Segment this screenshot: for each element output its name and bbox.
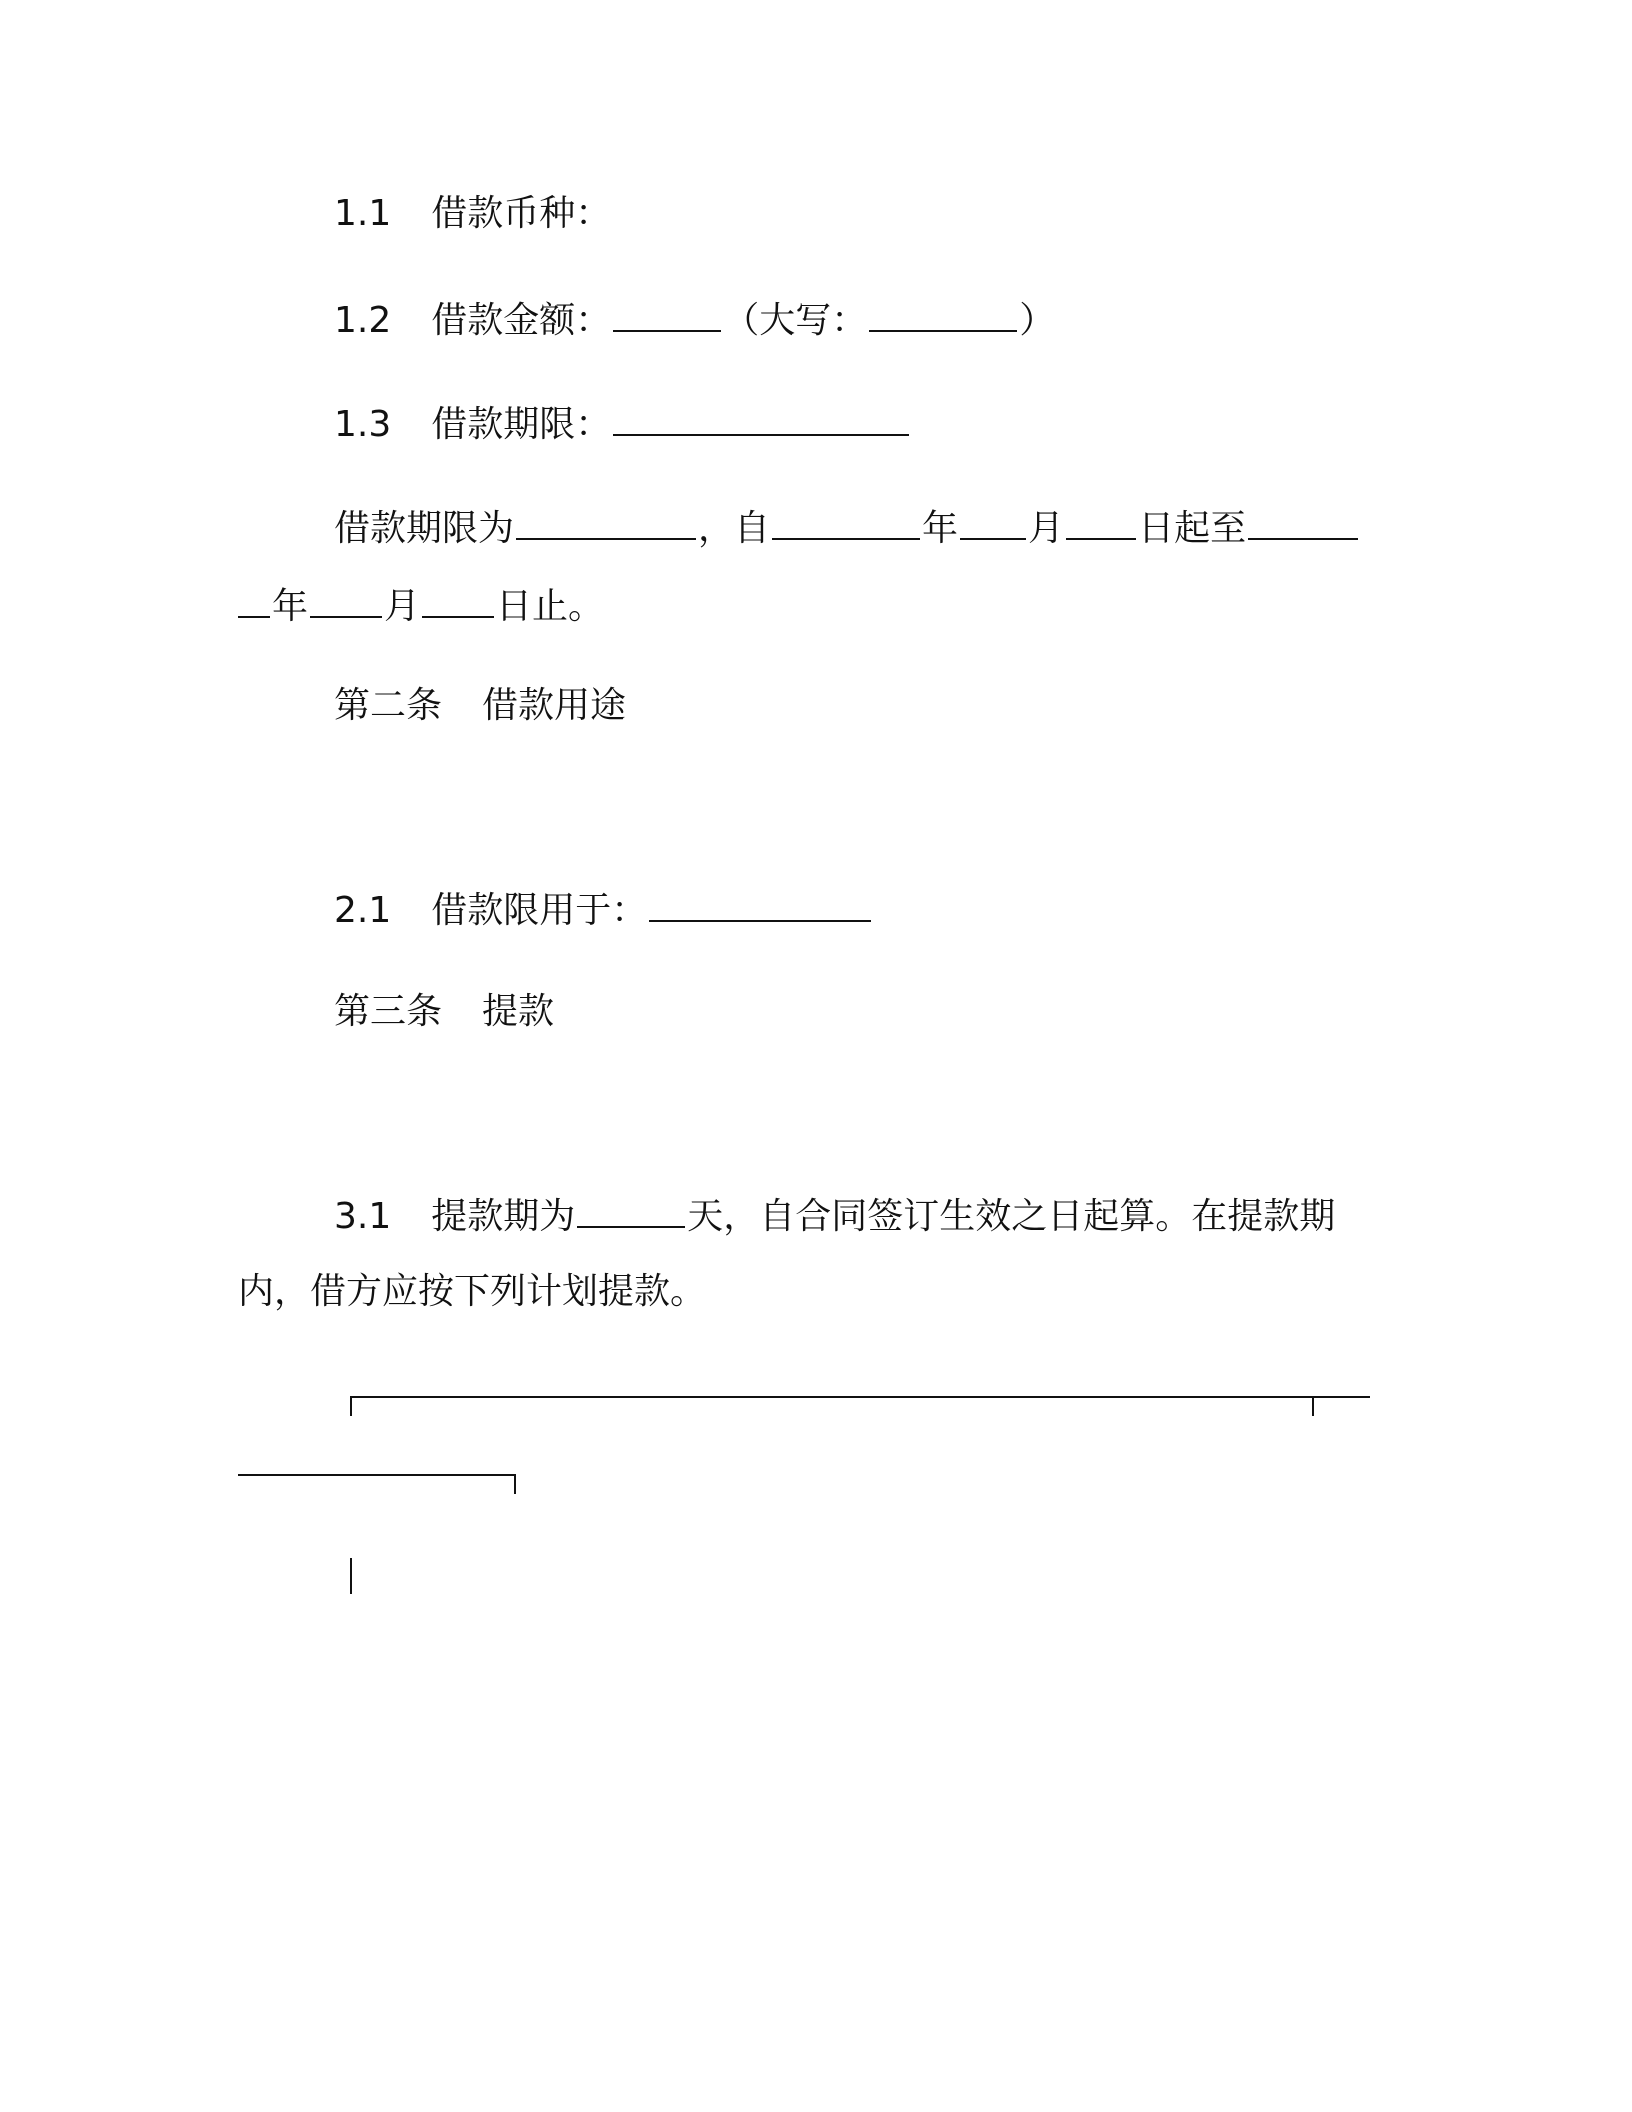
clause-3-1-line-2 xyxy=(238,1270,706,1314)
clause-label: 借款限用于： xyxy=(431,890,648,931)
start-month-blank[interactable] xyxy=(960,504,1026,540)
clause-label: 借款币种： xyxy=(431,193,612,234)
clause-1-2 xyxy=(334,296,1055,343)
clause-text: 提款期为 xyxy=(431,1196,576,1237)
purpose-blank[interactable] xyxy=(649,886,871,922)
article-2-heading xyxy=(334,684,626,728)
start-year-blank[interactable] xyxy=(772,504,920,540)
clause-label: 借款金额： xyxy=(431,300,612,341)
article-3-heading xyxy=(334,990,554,1034)
term-length-blank[interactable] xyxy=(516,504,696,540)
term-text: 借款期限为 xyxy=(334,508,515,549)
table-border-segment xyxy=(238,1474,516,1476)
term-text: 年 xyxy=(272,586,309,627)
article-number: 第三条 xyxy=(334,991,443,1032)
end-day-blank[interactable] xyxy=(422,582,494,618)
end-year-blank[interactable] xyxy=(1248,504,1358,540)
clause-3-1-line-1 xyxy=(334,1192,1335,1239)
clause-1-3 xyxy=(334,400,911,447)
clause-number: 3.1 xyxy=(334,1196,392,1237)
term-text: 日起至 xyxy=(1138,508,1247,549)
clause-1-1 xyxy=(334,192,611,236)
term-sentence-line-2 xyxy=(238,582,604,629)
clause-number: 2.1 xyxy=(334,890,392,931)
term-text: 日止。 xyxy=(496,586,605,627)
clause-text: 内，借方应按下列计划提款。 xyxy=(238,1271,707,1312)
clause-2-1 xyxy=(334,886,873,933)
amount-uppercase-blank[interactable] xyxy=(869,296,1017,332)
uppercase-close: ） xyxy=(1019,300,1056,341)
term-text: 月 xyxy=(384,586,421,627)
term-text: 年 xyxy=(922,508,959,549)
table-corner-left xyxy=(350,1396,352,1416)
clause-number: 1.3 xyxy=(334,404,392,445)
start-day-blank[interactable] xyxy=(1066,504,1136,540)
drawdown-days-blank[interactable] xyxy=(577,1192,685,1228)
table-top-border xyxy=(350,1396,1370,1398)
term-sentence-line-1 xyxy=(334,504,1360,551)
end-month-blank[interactable] xyxy=(310,582,382,618)
article-title: 提款 xyxy=(482,991,555,1032)
table-left-edge xyxy=(350,1558,352,1594)
end-year-blank-cont[interactable] xyxy=(238,582,270,618)
table-corner-right xyxy=(514,1474,516,1494)
clause-number: 1.2 xyxy=(334,300,392,341)
clause-label: 借款期限： xyxy=(431,404,612,445)
term-text: ，自 xyxy=(698,508,771,549)
term-blank[interactable] xyxy=(613,400,909,436)
amount-blank[interactable] xyxy=(613,296,721,332)
clause-text: 天，自合同签订生效之日起算。在提款期 xyxy=(687,1196,1336,1237)
uppercase-open: （大写： xyxy=(723,300,868,341)
article-number: 第二条 xyxy=(334,685,443,726)
term-text: 月 xyxy=(1028,508,1065,549)
article-title: 借款用途 xyxy=(482,685,627,726)
clause-number: 1.1 xyxy=(334,193,392,234)
table-column-tick xyxy=(1312,1396,1314,1416)
